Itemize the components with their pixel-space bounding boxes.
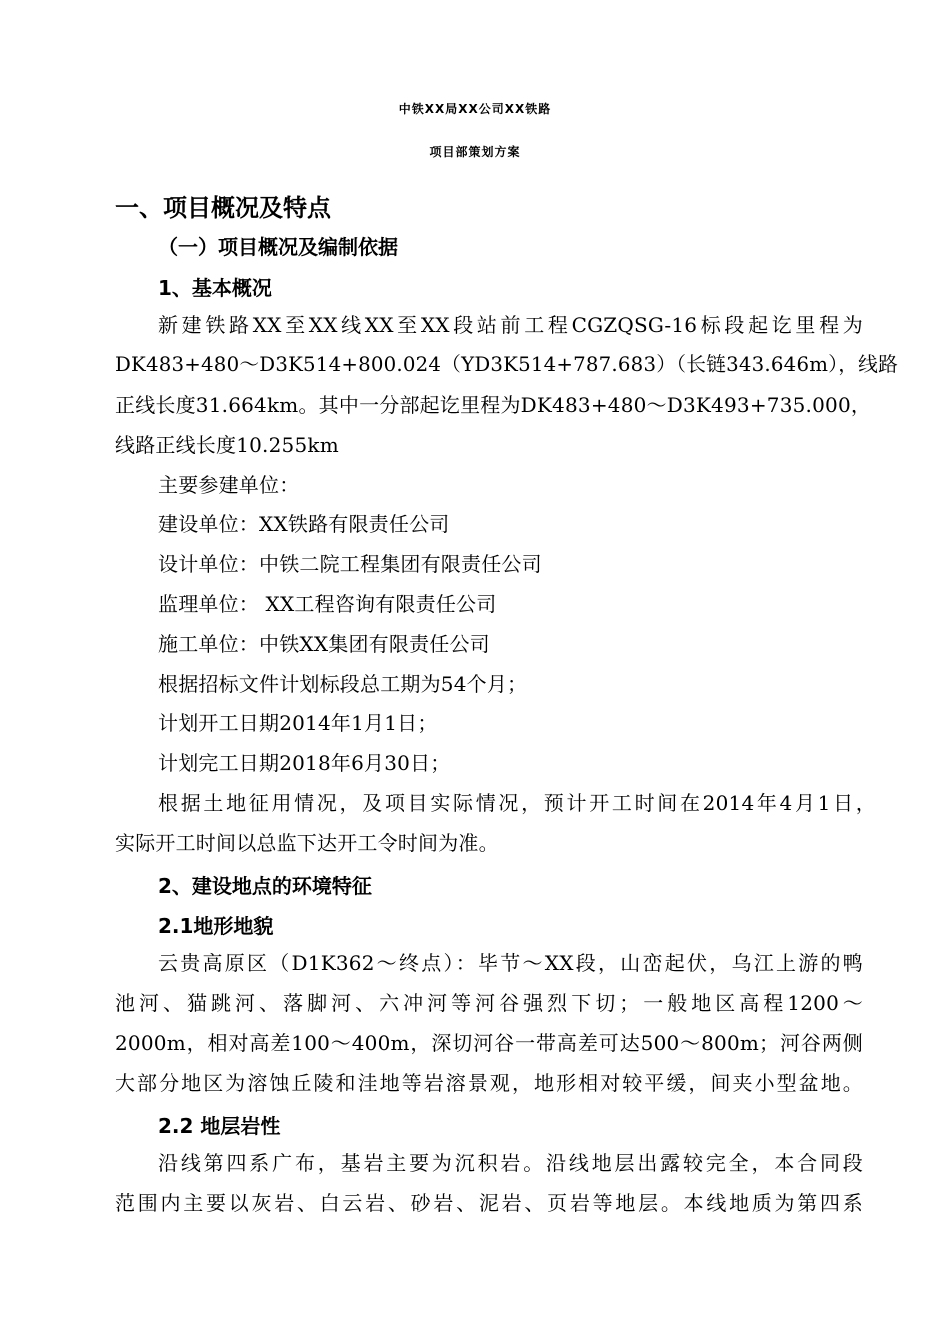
paragraph-line: 范围内主要以灰岩、白云岩、砂岩、泥岩、页岩等地层。本线地质为第四系: [115, 1191, 863, 1215]
item-heading-2-2: 2.2 地层岩性: [158, 1114, 281, 1138]
paragraph-line: 根据土地征用情况，及项目实际情况，预计开工时间在2014年4月1日，: [158, 791, 876, 815]
paragraph-line: 云贵高原区（D1K362～终点）：毕节～XX段，山峦起伏，乌江上游的鸭: [158, 951, 863, 975]
document-title-line-2: 项目部策划方案: [429, 145, 521, 159]
total-period: 根据招标文件计划标段总工期为54个月；: [158, 672, 528, 696]
paragraph-line: DK483+480～D3K514+800.024（YD3K514+787.683）（长链343.646m），线路: [115, 353, 899, 376]
units-intro: 主要参建单位：: [158, 473, 300, 497]
paragraph-line: 线路正线长度10.255km: [115, 433, 339, 457]
subsection-heading-1: （一）项目概况及编制依据: [158, 235, 398, 259]
paragraph-line: 正线长度31.664km。其中一分部起讫里程为DK483+480～D3K493+735.000，: [115, 393, 872, 417]
paragraph-line: 新建铁路XX至XX线XX至XX段站前工程CGZQSG-16标段起讫里程为: [158, 313, 863, 337]
paragraph-line: 大部分地区为溶蚀丘陵和洼地等岩溶景观，地形相对较平缓，间夹小型盆地。: [115, 1071, 863, 1095]
item-heading-2-1: 2.1地形地貌: [158, 914, 274, 938]
unit-design: 设计单位：中铁二院工程集团有限责任公司: [158, 552, 542, 576]
document-title-line-1: 中铁XX局XX公司XX铁路: [398, 102, 552, 116]
unit-build: 建设单位：XX铁路有限责任公司: [158, 512, 450, 536]
unit-supervise: 监理单位： XX工程咨询有限责任公司: [158, 592, 497, 616]
planned-start-date: 计划开工日期2014年1月1日；: [158, 711, 438, 735]
paragraph-line: 池河、猫跳河、落脚河、六冲河等河谷强烈下切；一般地区高程1200～: [115, 991, 863, 1015]
section-heading-1: 一、项目概况及特点: [115, 194, 331, 222]
paragraph-line: 2000m，相对高差100～400m，深切河谷一带高差可达500～800m；河谷两侧: [115, 1031, 863, 1055]
item-heading-1: 1、基本概况: [158, 276, 272, 300]
paragraph-line: 实际开工时间以总监下达开工令时间为准。: [115, 831, 499, 855]
paragraph-line: 沿线第四系广布，基岩主要为沉积岩。沿线地层出露较完全，本合同段: [158, 1151, 863, 1175]
item-heading-2: 2、建设地点的环境特征: [158, 874, 372, 898]
unit-construct: 施工单位：中铁XX集团有限责任公司: [158, 632, 490, 656]
planned-end-date: 计划完工日期2018年6月30日；: [158, 751, 451, 775]
